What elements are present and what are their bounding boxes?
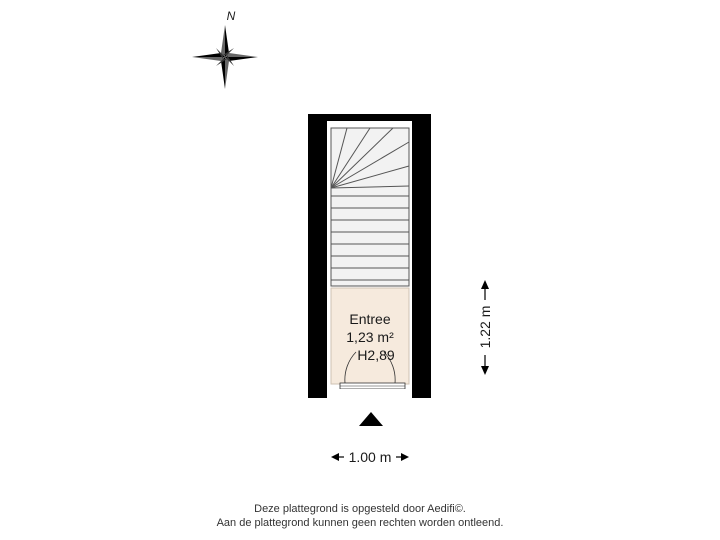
room-area: 1,23 m² xyxy=(346,329,394,345)
room-name: Entree xyxy=(349,311,391,327)
room-height: H2,89 xyxy=(357,347,395,363)
entrance-door xyxy=(327,383,412,398)
staircase xyxy=(331,128,409,286)
dimension-horizontal-label: 1.00 m xyxy=(348,449,392,465)
disclaimer-line-2: Aan de plattegrond kunnen geen rechten worden ontleend. xyxy=(216,517,504,529)
disclaimer-line-1: Deze plattegrond is opgesteld door Aedifi©. xyxy=(254,503,466,515)
disclaimer xyxy=(0,502,720,530)
dimension-vertical-label: 1.22 m xyxy=(477,305,493,349)
entrance-arrow-icon xyxy=(359,412,383,426)
compass-rose-icon xyxy=(192,25,258,89)
compass-north-label: N xyxy=(226,9,236,23)
